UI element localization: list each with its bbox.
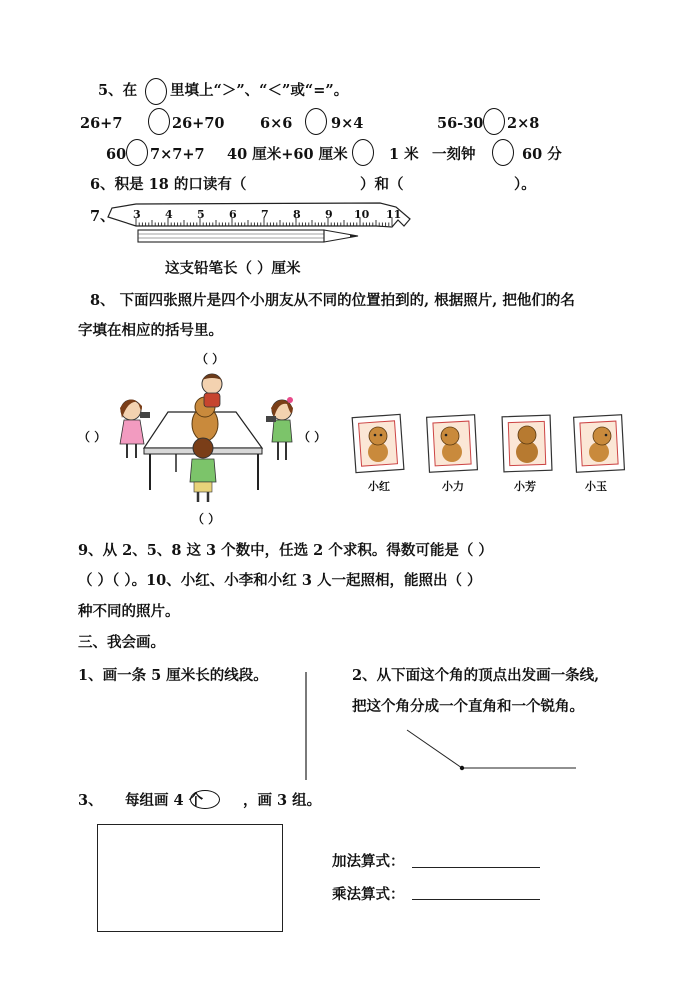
tick-label: 8 (293, 208, 301, 221)
section-3-drawings (0, 668, 696, 808)
q9-line3: 种不同的照片。 (78, 603, 180, 620)
photo-name: 小芳 (514, 480, 536, 493)
oval-shape-sample (190, 790, 220, 809)
paren-top: （ ） (196, 352, 225, 366)
tick-label: 4 (165, 208, 173, 221)
draw-3-text1: 每组画 4 个 (125, 792, 204, 809)
tick-label: 6 (229, 208, 237, 221)
q5-r1-c-left: 56-30 (437, 115, 484, 132)
tick-label: 5 (197, 208, 205, 221)
tick-label: 10 (354, 208, 370, 221)
q5-r2-b-right: 1 米 (389, 146, 419, 163)
q9-line2: （ ）（ ）。10、小红、小李和小红 3 人一起照相，能照出（ ） (78, 572, 482, 589)
multiplication-label: 乘法算式： (332, 886, 405, 903)
q5-r2-c-right: 60 分 (522, 146, 562, 163)
photo-name: 小玉 (585, 480, 607, 493)
q5-r1-a-right: 26+70 (172, 115, 225, 132)
tick-label: 9 (325, 208, 333, 221)
photo-1 (352, 414, 404, 472)
ruler-tick-labels (130, 210, 420, 224)
pencil (138, 230, 358, 242)
q5-suffix: 里填上“＞”、“＜”或“=”。 (170, 82, 349, 99)
tick-label: 3 (133, 208, 141, 221)
q5-r2-b-oval[interactable] (352, 139, 374, 166)
q9-line1: 9、从 2、5、8 这 3 个数中，任选 2 个求积。得数可能是（ ） (78, 542, 493, 559)
q7-label: 7、 (90, 208, 115, 225)
photo-name: 小红 (368, 480, 390, 493)
photo-name: 小力 (442, 480, 464, 493)
q5-r1-b-right: 9×4 (331, 115, 364, 132)
q5-r1-c-right: 2×8 (507, 115, 540, 132)
addition-label: 加法算式： (332, 853, 405, 870)
q8-line2: 字填在相应的括号里。 (78, 322, 223, 339)
tick-label: 11 (386, 208, 402, 221)
draw-2-line1: 2、从下面这个角的顶点出发画一条线, (352, 667, 600, 684)
q6-end: ）。 (514, 176, 536, 193)
q5-r2-a-right: 7×7+7 (150, 146, 205, 163)
q5-r1-c-oval[interactable] (483, 108, 505, 135)
q5-r1-a-left: 26+7 (80, 115, 123, 132)
draw-3-num: 3、 (78, 792, 103, 809)
paren-left: （ ） (78, 430, 107, 444)
q6-mid: ）和（ (360, 176, 404, 193)
photo-2 (427, 415, 478, 472)
photo-4 (574, 415, 625, 472)
multiplication-answer-line[interactable] (412, 899, 540, 900)
photo-3 (502, 415, 552, 472)
draw-1-text: 1、画一条 5 厘米长的线段。 (78, 667, 268, 684)
section-3-title: 三、我会画。 (78, 634, 165, 651)
q5-r2-b-left: 40 厘米+60 厘米 (227, 146, 348, 163)
q7-answer: 这支铅笔长（ ）厘米 (165, 260, 301, 277)
angle-ray-1 (407, 730, 462, 768)
q5-r1-b-oval[interactable] (305, 108, 327, 135)
tick-label: 7 (261, 208, 269, 221)
q8-line1: 8、 下面四张照片是四个小朋友从不同的位置拍到的, 根据照片, 把他们的名 (90, 292, 575, 309)
drawing-box[interactable] (97, 824, 283, 932)
q5-example-oval (145, 78, 167, 105)
q5-r2-a-left: 60 (106, 146, 127, 163)
q5-r2-c-left: 一刻钟 (432, 146, 476, 163)
kid-top (202, 374, 222, 407)
draw-3-text2: ，画 3 组。 (243, 792, 322, 809)
paren-right: （ ） (298, 430, 327, 444)
q5-r1-b-left: 6×6 (260, 115, 293, 132)
q5-r2-c-oval[interactable] (492, 139, 514, 166)
angle-vertex (460, 766, 464, 770)
q5-r1-a-oval[interactable] (148, 108, 170, 135)
q6-text: 6、积是 18 的口读有（ (90, 176, 247, 193)
ruler-and-pencil (0, 196, 696, 256)
q5-prefix: 5、在 (98, 82, 138, 99)
paren-bottom: （ ） (192, 512, 221, 526)
draw-2-line2: 把这个角分成一个直角和一个锐角。 (352, 698, 584, 715)
q5-r2-a-oval[interactable] (126, 139, 148, 166)
addition-answer-line[interactable] (412, 867, 540, 868)
